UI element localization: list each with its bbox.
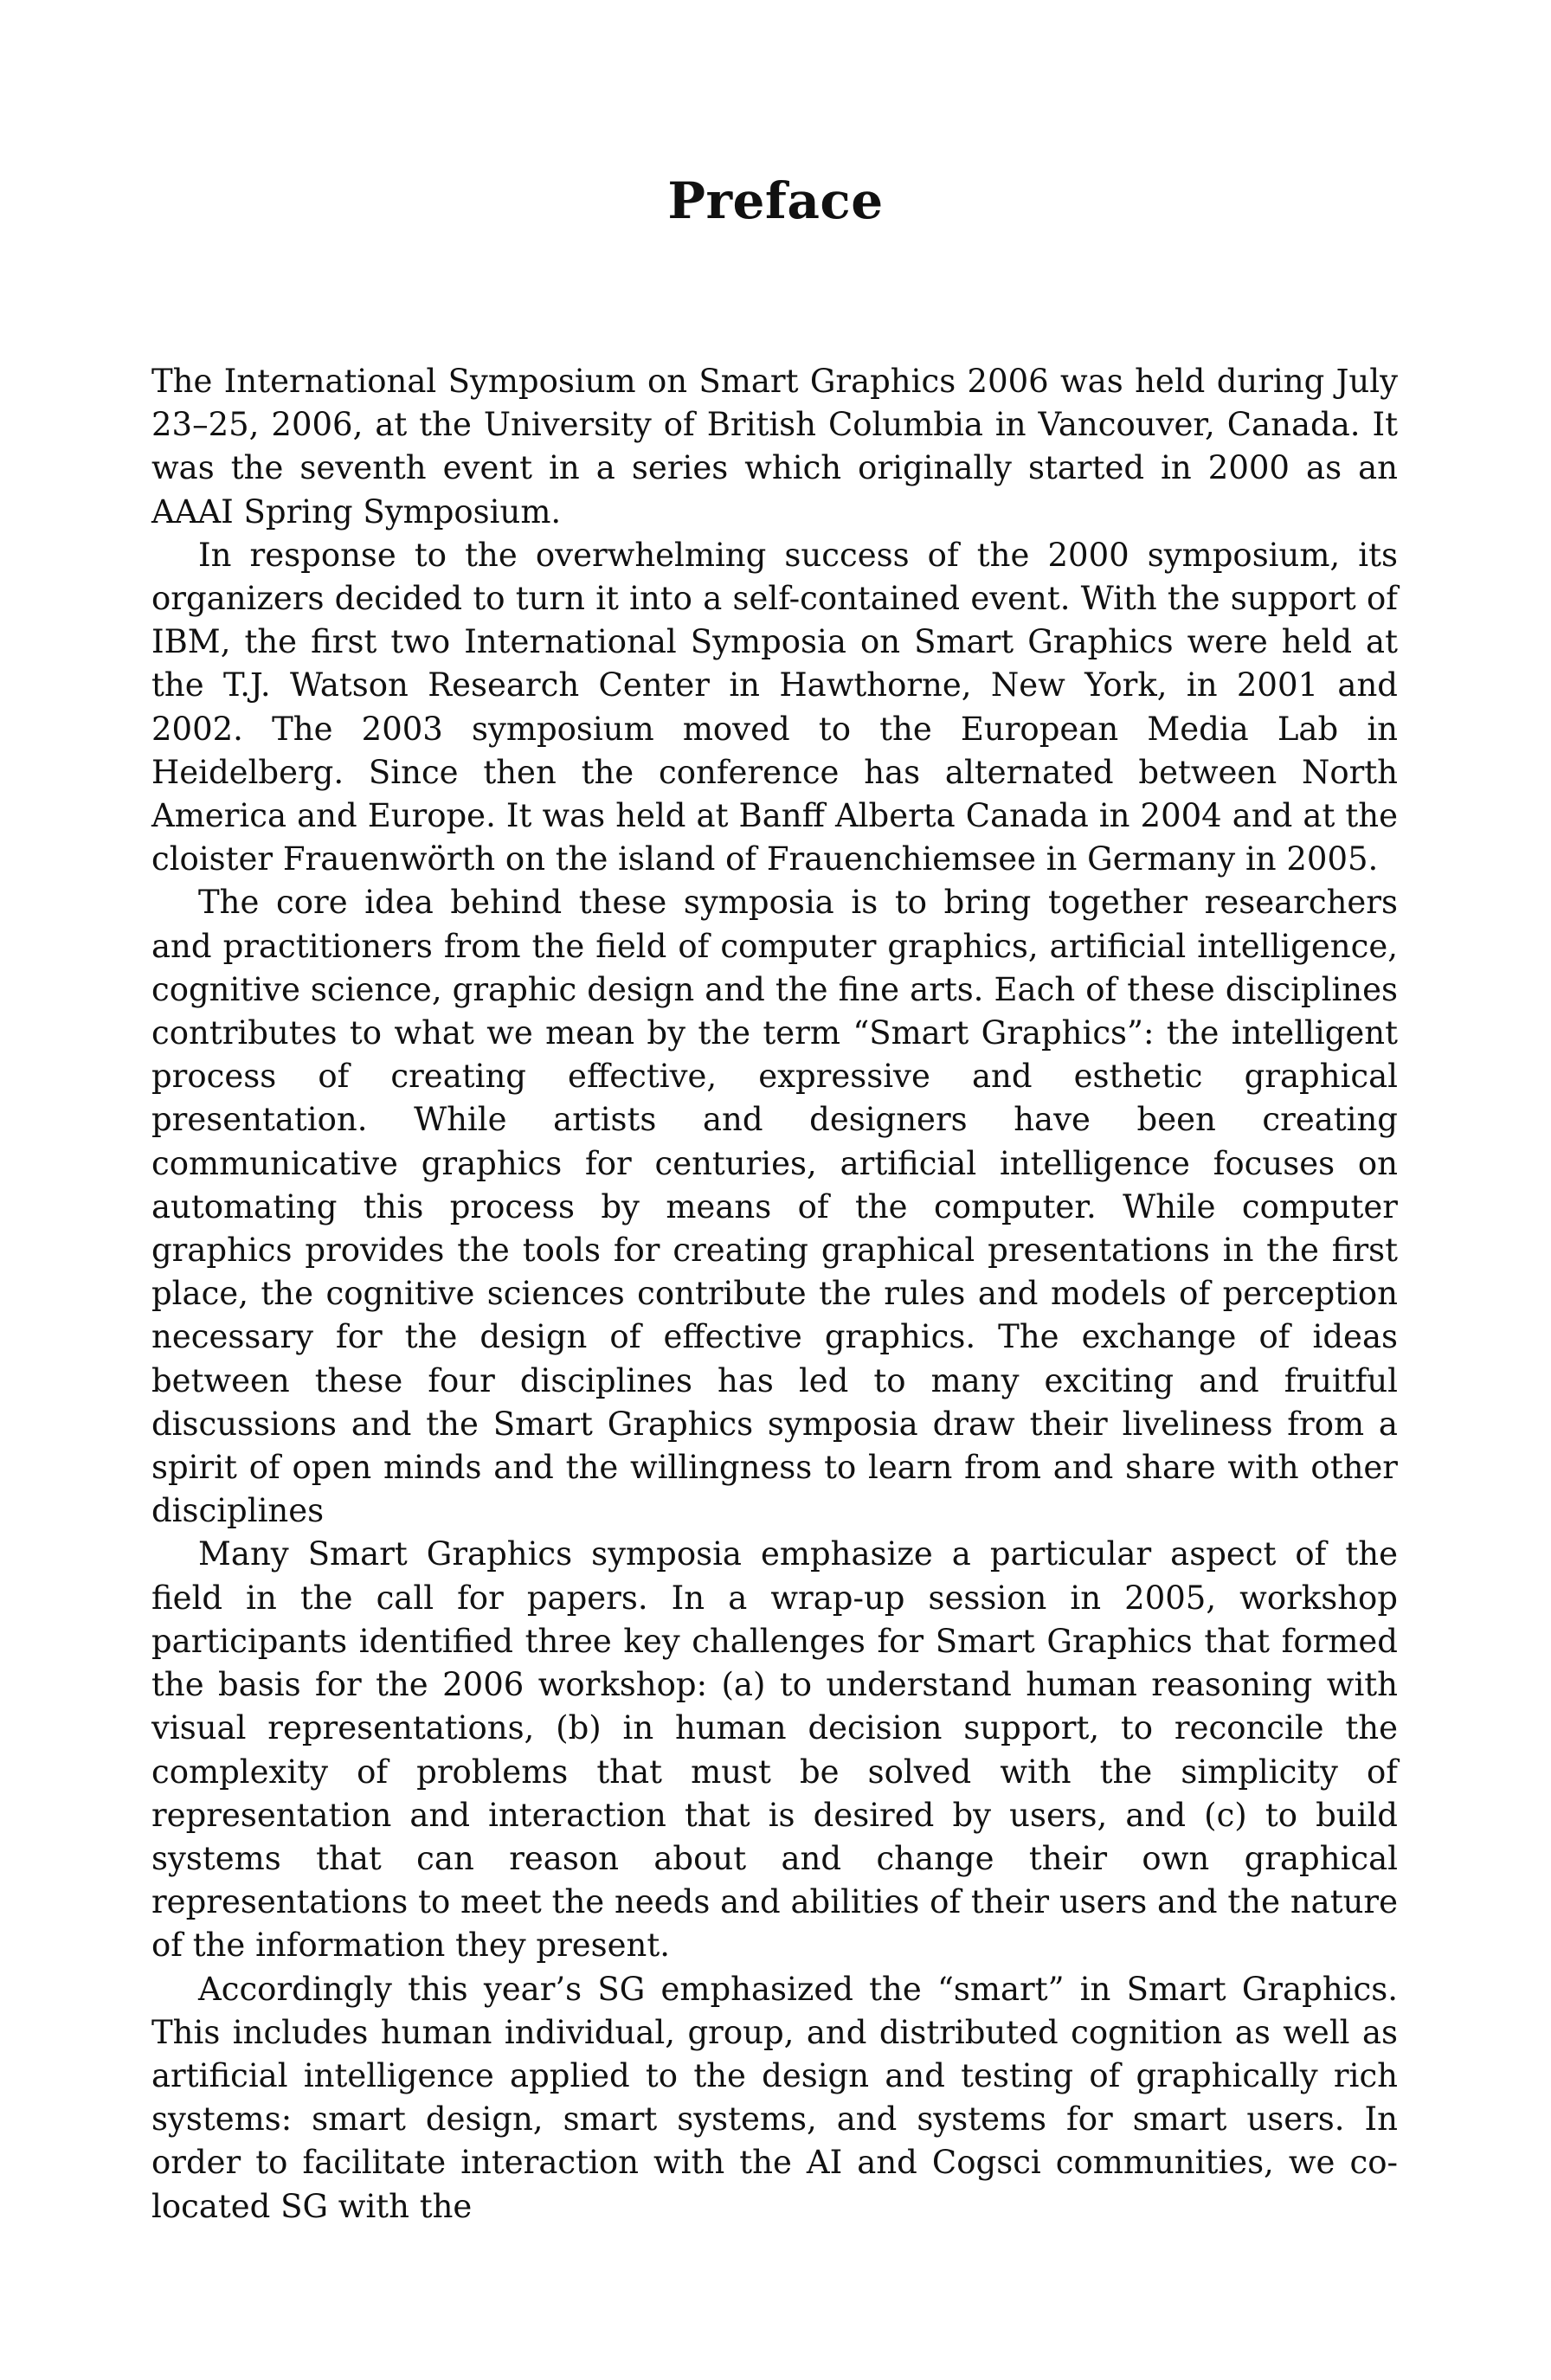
page-title: Preface xyxy=(667,171,884,230)
paragraph-4: Many Smart Graphics symposia emphasize a particular aspect of the field in the call for papers. In a wrap-up session in 2005, workshop participants identified three key challenges for Smart Graphics that formed the basis for the 2006 workshop: (a) to understand human reasoning with visual representations, (b) in human decision support, to reconcile the complexity of problems that must be solved with the simplicity of representation and interaction that is desired by users, and (c) to build systems that can reason about and change their own graphical representations to meet the needs and abilities of their users and the nature of the information they present. xyxy=(151,1535,1398,1965)
paragraph-1: The International Symposium on Smart Graphics 2006 was held during July 23–25, 2006, at the University of British Columbia in Vancouver, Canada. It was the seventh event in a series which originally started in 2000 as an AAAI Spring Symposium. xyxy=(151,363,1398,531)
paragraph-3: The core idea behind these symposia is to bring together researchers and practitioners from the field of computer graphics, artificial intelligence, cognitive science, graphic design and the fine arts. Each of these disciplines contributes to what we mean by the term “Smart Graphics”: the intelligent process of creating effective, expressive and esthetic graphical presentation. While artists and designers have been creating communicative graphics for centuries, artificial intelligence focuses on automating this process by means of the computer. While computer graphics provides the tools for creating graphical presentations in the first place, the cognitive sciences contribute the rules and models of perception necessary for the design of effective graphics. The exchange of ideas between these four disciplines has led to many exciting and fruitful discussions and the Smart Graphics symposia draw their liveliness from a spirit of open minds and the willingness to learn from and share with other disciplines xyxy=(151,884,1398,1530)
paragraph-5: Accordingly this year’s SG emphasized the “smart” in Smart Graphics. This includes human individual, group, and distributed cognition as well as artificial intelligence applied to the design and testing of graphically rich systems: smart design, smart systems, and systems for smart users. In order to facilitate interaction with the AI and Cogsci communities, we co-located SG with the xyxy=(151,1970,1398,2225)
body-text xyxy=(151,360,1398,2229)
paragraph-2: In response to the overwhelming success of the 2000 symposium, its organizers decided to turn it into a self-contained event. With the support of IBM, the first two International Symposia on Smart Graphics were held at the T.J. Watson Research Center in Hawthorne, New York, in 2001 and 2002. The 2003 symposium moved to the European Media Lab in Heidelberg. Since then the conference has alternated between North America and Europe. It was held at Banff Alberta Canada in 2004 and at the cloister Frauenwörth on the island of Frauenchiemsee in Germany in 2005. xyxy=(151,536,1398,878)
